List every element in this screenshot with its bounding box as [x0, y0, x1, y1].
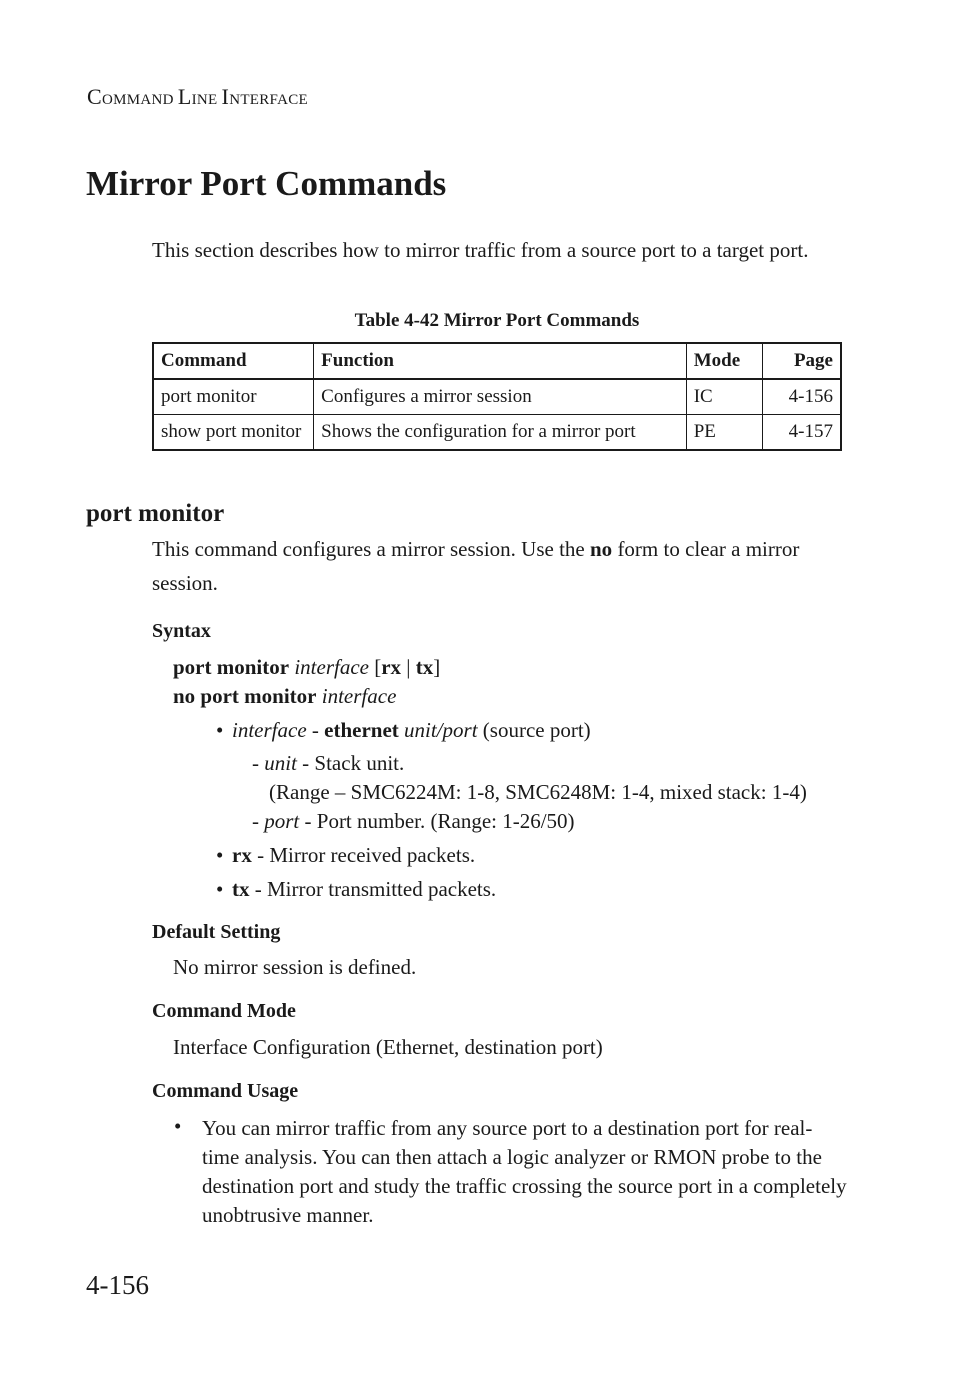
running-head-cap: L — [177, 84, 192, 109]
default-setting-text: No mirror session is defined. — [173, 955, 417, 979]
running-head-cap: I — [221, 84, 230, 109]
mirror-port-commands-table — [152, 342, 842, 451]
table-row — [153, 415, 841, 451]
syntax-line-1: port monitor interface [rx | tx] — [173, 655, 441, 679]
param-unit: - unit - Stack unit. — [252, 751, 405, 775]
table-cell: port monitor — [153, 379, 314, 415]
table-cell: IC — [686, 379, 762, 415]
syntax-line-2: no port monitor interface — [173, 684, 397, 708]
usage-bullet: • — [174, 1114, 182, 1138]
command-description: This command configures a mirror session. Use the no form to clear a mirror session. — [152, 537, 800, 595]
section-title: Mirror Port Commands — [86, 164, 447, 203]
command-mode-heading: Command Mode — [152, 1000, 296, 1022]
table-cell: Configures a mirror session — [314, 379, 687, 415]
default-setting-heading: Default Setting — [152, 921, 281, 943]
syntax-heading: Syntax — [152, 620, 211, 642]
table-cell: 4-157 — [762, 415, 841, 451]
table-caption: Table 4-42 Mirror Port Commands — [354, 310, 640, 331]
usage-item: You can mirror traffic from any source port to a destination port for real-time analysis. You can then attach a logic analyzer or RMON probe to the destination port and study the traffic crossing the source port in a completely unobtrusive manner. — [202, 1116, 847, 1227]
page-number: 4-156 — [86, 1270, 149, 1300]
column-header: Page — [762, 343, 841, 379]
param-rx: • rx - Mirror received packets. — [216, 843, 476, 867]
running-head-small: INE — [191, 92, 222, 108]
param-port: - port - Port number. (Range: 1-26/50) — [252, 809, 575, 833]
section-intro: This section describes how to mirror traffic from a source port to a target port. — [152, 238, 809, 262]
table-cell: Shows the configuration for a mirror port — [314, 415, 687, 451]
running-head-cap: C — [87, 84, 102, 109]
command-mode-text: Interface Configuration (Ethernet, destination port) — [173, 1035, 603, 1059]
table-cell: PE — [686, 415, 762, 451]
column-header: Function — [314, 343, 687, 379]
command-usage-heading: Command Usage — [152, 1080, 299, 1102]
table-cell: 4-156 — [762, 379, 841, 415]
table-cell: show port monitor — [153, 415, 314, 451]
param-tx: • tx - Mirror transmitted packets. — [216, 877, 497, 901]
column-header: Command — [153, 343, 314, 379]
running-head-small: NTERFACE — [229, 92, 308, 108]
param-interface: • interface - ethernet unit/port (source port) — [216, 718, 591, 742]
param-unit-range: (Range – SMC6224M: 1-8, SMC6248M: 1-4, mixed stack: 1-4) — [269, 780, 807, 804]
column-header: Mode — [686, 343, 762, 379]
running-head — [87, 84, 308, 110]
running-head-small: OMMAND — [101, 92, 178, 108]
table-row — [153, 379, 841, 415]
command-heading: port monitor — [86, 500, 225, 527]
table-header-row — [153, 343, 841, 379]
